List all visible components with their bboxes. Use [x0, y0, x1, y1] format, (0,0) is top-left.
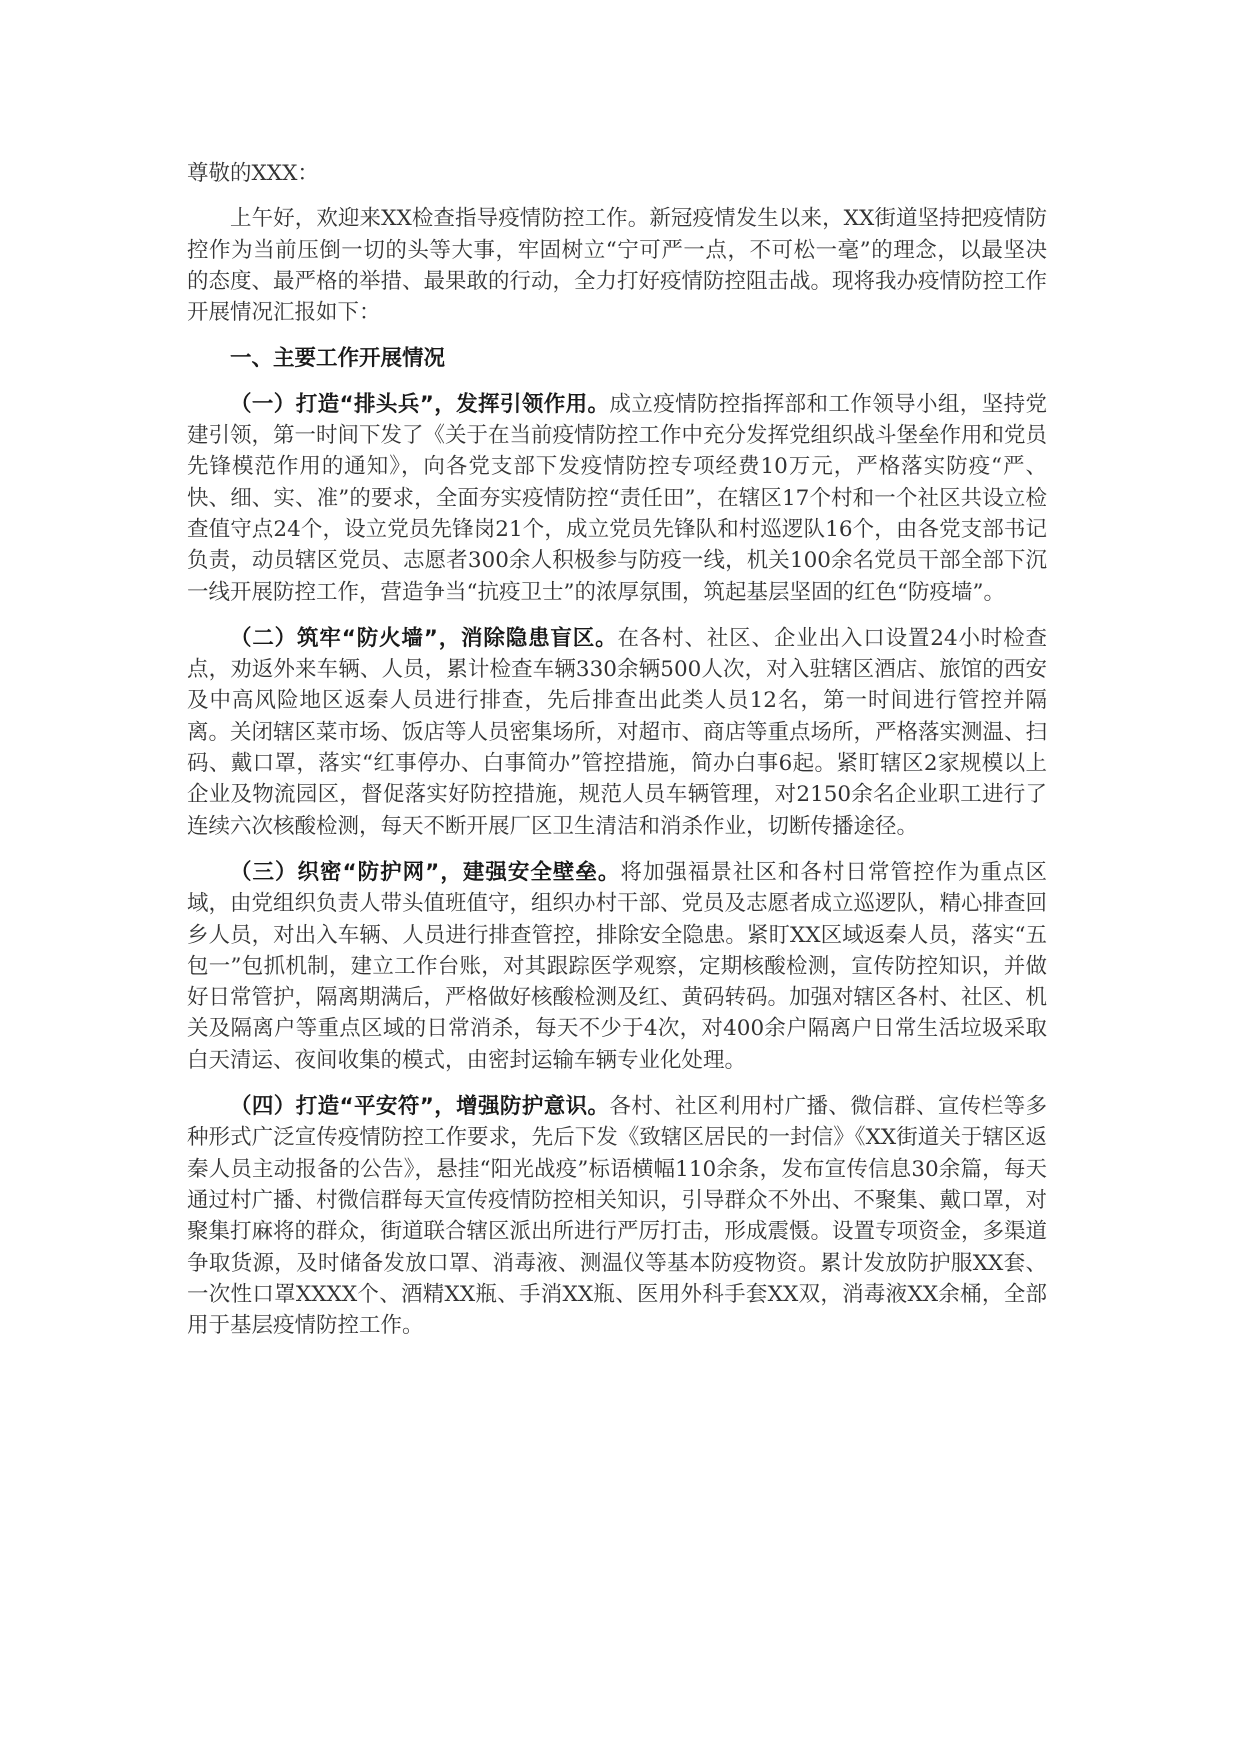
- salutation: 尊敬的XXX：: [187, 161, 319, 186]
- item-lead-3: （三）织密“防护网”，建强安全壁垒。: [230, 859, 621, 885]
- item-lead-2: （二）筑牢“防火墙”，消除隐患盲区。: [230, 625, 618, 651]
- item-paragraph-1: [187, 389, 1047, 608]
- item-body-1: 成立疫情防控指挥部和工作领导小组，坚持党建引领，第一时间下发了《关于在当前疫情防控工作中充分发挥党组织战斗堡垒作用和党员先锋模范作用的通知》，向各党支部下发疫情防控专项经费10万元，严格落实防疫“严、快、细、实、准”的要求，全面夯实疫情防控“责任田”，在辖区17个村和一个社区共设立检查值守点24个，设立党员先锋岗21个，成立党员先锋队和村巡逻队16个，由各党支部书记负责，动员辖区党员、志愿者300余人积极参与防疫一线，机关100余名党员干部全部下沉一线开展防控工作，营造争当“抗疫卫士”的浓厚氛围，筑起基层坚固的红色“防疫墙”。: [187, 391, 1048, 605]
- section-heading: 一、主要工作开展情况: [230, 346, 446, 372]
- item-paragraph-2: [187, 623, 1047, 842]
- intro-paragraph: 上午好，欢迎来XX检查指导疫情防控工作。新冠疫情发生以来，XX街道坚持把疫情防控作为当前压倒一切的头等大事，牢固树立“宁可严一点，不可松一毫”的理念，以最坚决的态度、最严格的举措、最果敢的行动，全力打好疫情防控阻击战。现将我办疫情防控工作开展情况汇报如下：: [187, 206, 1048, 326]
- document-page: [187, 158, 1047, 1356]
- item-body-2: 在各村、社区、企业出入口设置24小时检查点，劝返外来车辆、人员，累计检查车辆330余辆500人次，对入驻辖区酒店、旅馆的西安及中高风险地区返秦人员进行排查，先后排查出此类人员12名，第一时间进行管控并隔离。关闭辖区菜市场、饭店等人员密集场所，对超市、商店等重点场所，严格落实测温、扫码、戴口罩，落实“红事停办、白事简办”管控措施，简办白事6起。紧盯辖区2家规模以上企业及物流园区，督促落实好防控措施，规范人员车辆管理，对2150余名企业职工进行了连续六次核酸检测，每天不断开展厂区卫生清洁和消杀作业，切断传播途径。: [187, 625, 1048, 839]
- item-body-3: 将加强福景社区和各村日常管控作为重点区域，由党组织负责人带头值班值守，组织办村干部、党员及志愿者成立巡逻队，精心排查回乡人员，对出入车辆、人员进行排查管控，排除安全隐患。紧盯XX区域返秦人员，落实“五包一”包抓机制，建立工作台账，对其跟踪医学观察，定期核酸检测，宣传防控知识，并做好日常管护，隔离期满后，严格做好核酸检测及红、黄码转码。加强对辖区各村、社区、机关及隔离户等重点区域的日常消杀，每天不少于4次，对400余户隔离户日常生活垃圾采取白天清运、夜间收集的模式，由密封运输车辆专业化处理。: [187, 859, 1048, 1073]
- item-paragraph-3: [187, 857, 1047, 1076]
- item-lead-4: （四）打造“平安符”，增强防护意识。: [230, 1094, 610, 1120]
- item-body-4: 各村、社区利用村广播、微信群、宣传栏等多种形式广泛宣传疫情防控工作要求，先后下发《致辖区居民的一封信》《XX街道关于辖区返秦人员主动报备的公告》，悬挂“阳光战疫”标语横幅110余条，发布宣传信息30余篇，每天通过村广播、村微信群每天宣传疫情防控相关知识，引导群众不外出、不聚集、戴口罩，对聚集打麻将的群众，街道联合辖区派出所进行严厉打击，形成震慑。设置专项资金，多渠道争取货源，及时储备发放口罩、消毒液、测温仪等基本防疫物资。累计发放防护服XX套、一次性口罩XXXX个、酒精XX瓶、手消XX瓶、医用外科手套XX双，消毒液XX余桶，全部用于基层疫情防控工作。: [187, 1094, 1048, 1339]
- item-paragraph-4: [187, 1091, 1047, 1341]
- item-lead-1: （一）打造“排头兵”，发挥引领作用。: [230, 391, 610, 417]
